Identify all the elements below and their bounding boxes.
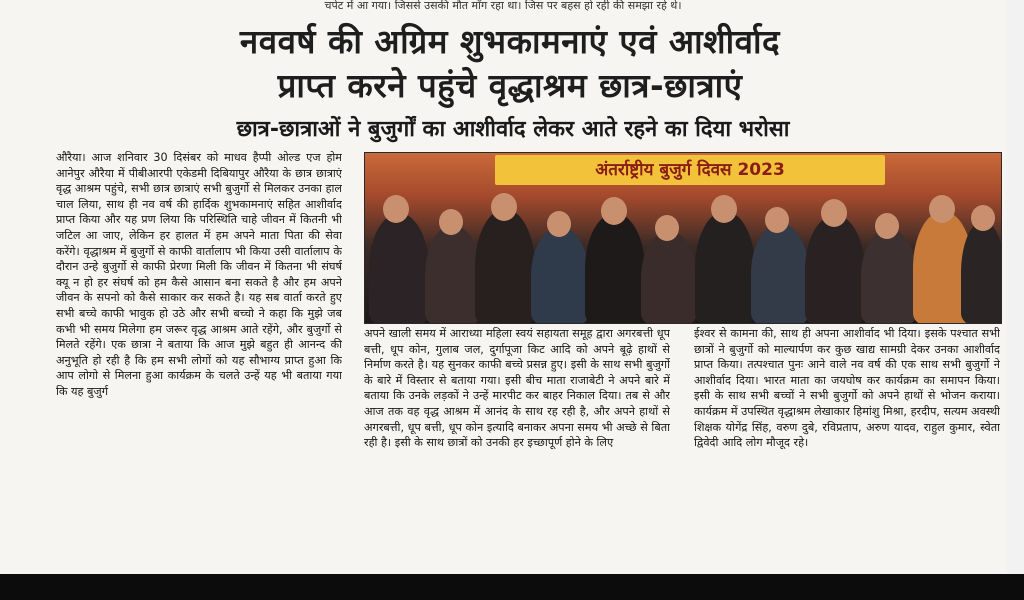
article-column-1: औरैया। आज शनिवार 30 दिसंबर को माधव हैप्पी ओल्ड एज होम आनेपुर औरैया में पीबीआरपी एकेडमी दिबियापुर औरैया के छात्र छात्राएं वृद्ध आश्रम पहुंचे, सभी छात्र छात्राएं सभी बुजुर्गो से मिलकर उनका हाल चाल लिया, साथ ही नव वर्ष की हार्दिक शुभकामनाएं सहित आशीर्वाद प्राप्त किया और यह प्रण लिया कि परिस्थिति चाहे जीवन में कितनी भी जटिल आ जाए, लेकिन हर हालत में हम अपने माता पिता की सेवा करेंगे। वृद्धाश्रम में बुजुर्गो से काफी वार्तालाप भी किया उसी वार्तालाप के दौरान उन्हे बुजुर्गो से काफी प्रेरणा मिली कि जीवन में कितना भी संघर्ष क्यू न हो हर संघर्ष को हम कैसे आसान बना सकते है और हम अपने जीवन के सपनो को कैसे साकार कर सकते है। यह सब वार्ता करते हुए सभी बच्चे काफी भावुक हो उठे और सभी बच्चो ने कहा कि मुझे जब कभी भी समय मिलेगा हम जरूर वृद्ध आश्रम आते रहेंगे, और बुजुर्गो से मिलते रहेंगे। एक छात्रा ने बताया कि आज मुझे बहुत ही आनन्द की अनुभूति हो रही है कि हम सभी लोगों को यह सौभाग्य प्राप्त हुआ कि आप लोगो से मिलना हुआ कार्यक्रम के चलते उन्हें यह भी बताया गया कि यह बुजुर्ग xyxy=(56,151,342,398)
previous-article-strip: चपेट में आ गया। जिससे उसकी मौत माँग रहा था। जिस पर बहस हो रही की समझा रहे थे। xyxy=(324,0,682,12)
headline-line-2: प्राप्त करने पहुंचे वृद्धाश्रम छात्र-छात्राएं xyxy=(277,66,743,105)
subheadline: छात्र-छात्राओं ने बुजुर्गों का आशीर्वाद लेकर आते रहने का दिया भरोसा xyxy=(236,117,790,142)
article-column-2: अपने खाली समय में आराध्या महिला स्वयं सहायता समूह द्वारा अगरबत्ती धूप बत्ती, धूप कोन, गुलाब जल, दुर्गापूजा किट आदि को अपने बूढ़े हाथों से निर्माण करते है। यह सुनकर काफी बच्चे प्रसन्न हुए। इसी के साथ सभी बुजुर्गो के बारे में विस्तार से बताया गया। इसी बीच माता राजाबेटी ने अपने बारे में बताया कि उनके लड़कों ने उन्हें मारपीट कर बाहर निकाल दिया। तब से और आज तक वह वृद्ध आश्रम में आनंद के साथ रह रही है, और अपने हाथों से अगरबत्ती, धूप बत्ती, धूप कोन इत्यादि बनाकर अपना समय भी अच्छे से बिता रही है। इसी के साथ छात्रों को उनकी हर इच्छापूर्ण होने के लिए xyxy=(364,327,670,450)
headline xyxy=(20,20,1000,108)
photo-banner: अंतर्राष्ट्रीय बुजुर्ग दिवस 2023 xyxy=(495,155,885,185)
headline-line-1: नववर्ष की अग्रिम शुभकामनाएं एवं आशीर्वाद xyxy=(239,22,781,61)
page-margin xyxy=(1006,0,1024,600)
article-column-3: ईश्वर से कामना की, साथ ही अपना आशीर्वाद भी दिया। इसके पश्चात सभी छात्रों ने बुजुर्गो को माल्यार्पण कर कुछ खाद्य सामग्री देकर उनका आशीर्वाद प्राप्त किया। तत्पश्चात पुनः आने वाले नव वर्ष की एक साथ सभी बुजुर्गो ने आशीर्वाद दिया। भारत माता का जयघोष कर कार्यक्रम का समापन किया। इसी के साथ सभी बच्चों ने सभी बुजुर्गो को अपने हाथों से भोजन कराया। कार्यक्रम में उपस्थित वृद्धाश्रम लेखाकार हिमांशु मिश्रा, हरदीप, सत्यम अवस्थी शिक्षक योगेंद्र सिंह, वरुण दुबे, रविप्रताप, अरुण यादव, राहुल कुमार, स्वेता द्विवेदी आदि लोग मौजूद रहे। xyxy=(694,327,1000,450)
bottom-border xyxy=(0,574,1024,600)
news-photo xyxy=(364,152,1002,324)
